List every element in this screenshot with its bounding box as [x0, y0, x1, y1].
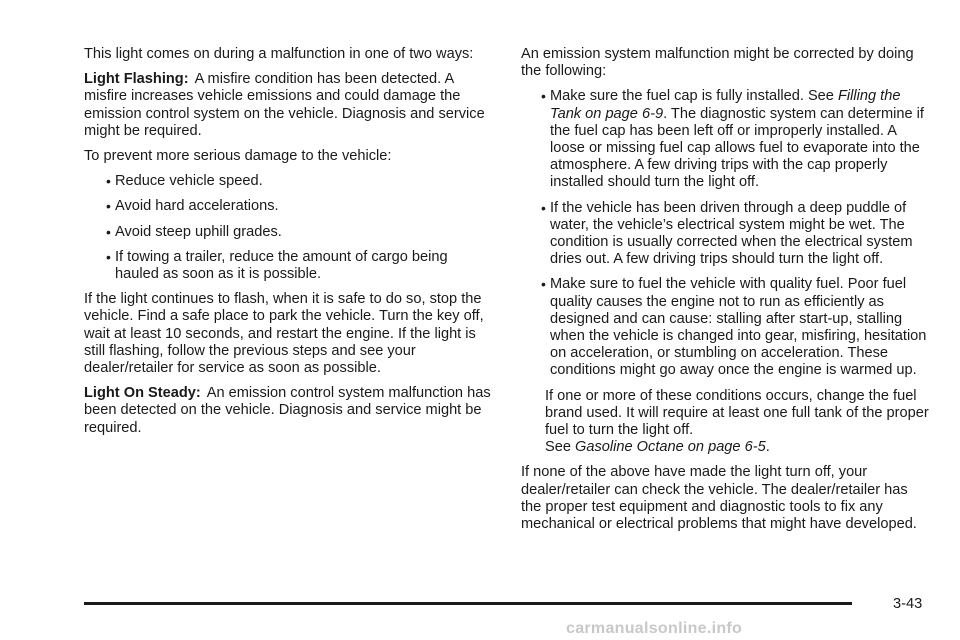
- fuel-brand-note: [521, 388, 931, 457]
- list-item: [521, 88, 931, 191]
- list-item: [84, 173, 494, 190]
- closing-paragraph: If none of the above have made the light turn off, your dealer/retailer can check the vehicle. The dealer/retailer has the proper test equipment and diagnostic tools to fix any mechanical or electrical problems that might have developed.: [521, 464, 917, 533]
- bullet-icon: •: [541, 276, 546, 293]
- list-item-text: Reduce vehicle speed.: [115, 173, 263, 190]
- puddle-text: If the vehicle has been driven through a deep puddle of water, the vehicle’s electrical system might be wet. The condition is usually corrected when the electrical system dries out. A few driving trips should turn the light off.: [550, 199, 913, 268]
- list-item-text: Avoid steep uphill grades.: [115, 223, 282, 240]
- list-item: [521, 200, 931, 269]
- correction-list: [521, 88, 931, 379]
- intro-paragraph: This light comes on during a malfunction in one of two ways:: [84, 46, 474, 62]
- list-item: [521, 276, 931, 379]
- prevent-damage-intro: To prevent more serious damage to the vehicle:: [84, 148, 392, 165]
- period: .: [765, 439, 770, 456]
- right-column: [521, 46, 931, 541]
- watermark: carmanualsonline.info: [566, 620, 743, 637]
- light-steady-label: Light On Steady:: [84, 385, 201, 402]
- fuel-quality-text: Make sure to fuel the vehicle with quality fuel. Poor fuel quality causes the engine not to run as efficiently as designed and can cause: stalling after start-up, stalling when the vehicle is changed into gear, misfiring, hesitation on acceleration, or stumbling on acceleration. These conditions might go away once the engine is warmed up.: [550, 276, 927, 379]
- light-flashing-paragraph: [84, 71, 494, 140]
- list-item: [84, 198, 494, 215]
- light-flashing-text: A misfire condition has been detected. A misfire increases vehicle emissions and could damage the emission control system on the vehicle. Diagnosis and service might be required.: [84, 71, 485, 139]
- list-item: [84, 249, 494, 283]
- page-number: 3-43: [893, 596, 923, 612]
- list-item-text: Avoid hard accelerations.: [115, 198, 279, 215]
- bullet-icon: •: [541, 199, 546, 216]
- left-column: [84, 46, 494, 445]
- fuel-cap-text-end: . The diagnostic system can determine if the fuel cap has been left off or improperly installed. A loose or missing fuel cap allows fuel to evaporate into the atmosphere. A few driving trips with the cap properly installed should turn the light off.: [550, 105, 924, 191]
- correction-intro: An emission system malfunction might be corrected by doing the following:: [521, 46, 914, 80]
- prevent-damage-list: [84, 173, 494, 283]
- continue-flashing-paragraph: If the light continues to flash, when it is safe to do so, stop the vehicle. Find a safe place to park the vehicle. Turn the key off, wait at least 10 seconds, and restart the engine. If the light is still flashing, follow the previous steps and see your dealer/retailer for service as soon as possible.: [84, 291, 484, 377]
- footer-rule: [84, 602, 852, 605]
- bullet-icon: •: [541, 88, 546, 105]
- list-item-text: If towing a trailer, reduce the amount of cargo being hauled as soon as it is possible.: [115, 248, 448, 283]
- light-flashing-label: Light Flashing:: [84, 71, 189, 88]
- filling-tank-reference: Filling the Tank on page 6-9: [550, 88, 901, 122]
- bullet-icon: •: [106, 223, 111, 240]
- list-item: [84, 224, 494, 241]
- gasoline-octane-reference: Gasoline Octane on page 6-5: [575, 439, 766, 456]
- light-steady-paragraph: [84, 385, 494, 437]
- fuel-brand-text: If one or more of these conditions occurs, change the fuel brand used. It will require at least one full tank of the proper fuel to turn the light off.: [545, 387, 929, 439]
- bullet-icon: •: [106, 248, 111, 265]
- see-label: See: [545, 439, 576, 456]
- bullet-icon: •: [106, 173, 111, 190]
- fuel-cap-text-start: Make sure the fuel cap is fully installed. See: [550, 88, 838, 105]
- bullet-icon: •: [106, 198, 111, 215]
- light-steady-text: An emission control system malfunction has been detected on the vehicle. Diagnosis and service might be required.: [84, 385, 491, 436]
